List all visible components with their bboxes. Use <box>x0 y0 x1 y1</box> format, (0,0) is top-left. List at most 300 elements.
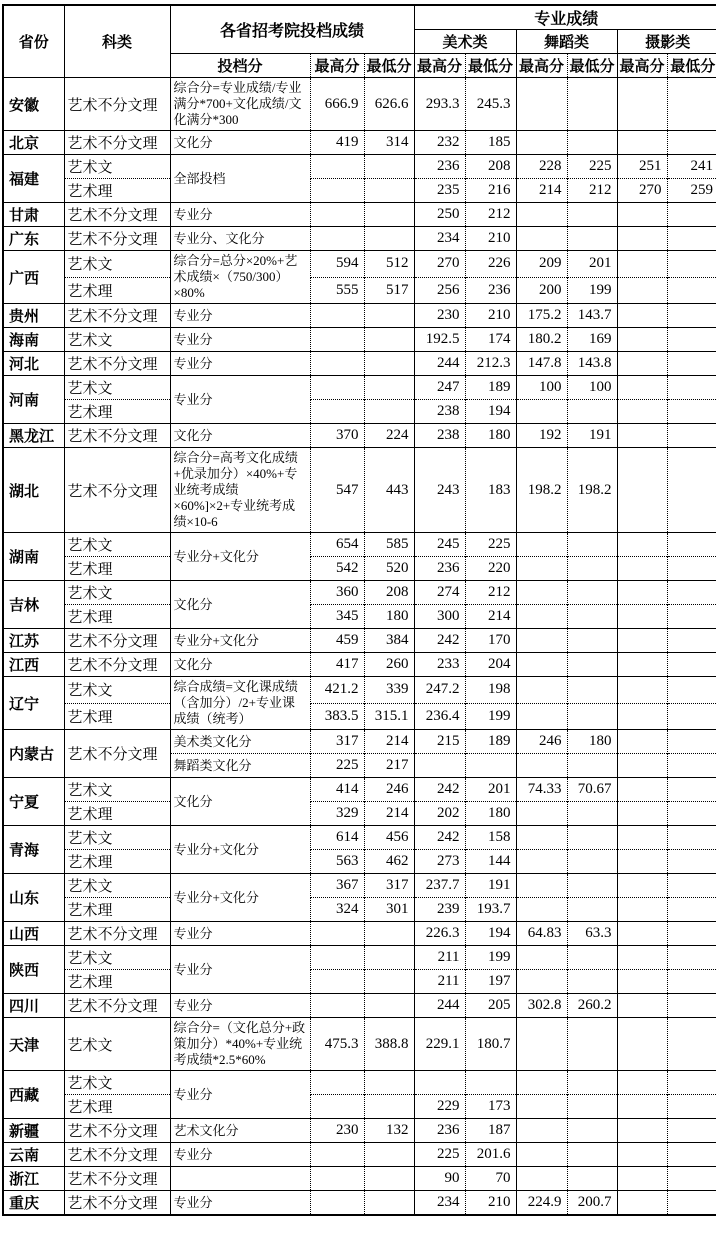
meishu-min-cell: 212 <box>465 581 516 605</box>
header-toudangfen: 投档分 <box>170 54 310 78</box>
category-cell: 艺术文 <box>64 946 170 970</box>
wudao-max-cell <box>516 629 567 653</box>
method-cell: 文化分 <box>170 778 310 826</box>
category-cell: 艺术理 <box>64 277 170 304</box>
meishu-max-cell: 243 <box>414 448 465 533</box>
meishu-min-cell: 170 <box>465 629 516 653</box>
meishu-min-cell: 212.3 <box>465 352 516 376</box>
category-cell: 艺术不分文理 <box>64 131 170 155</box>
header-wudao-group: 舞蹈类 <box>516 30 617 54</box>
wudao-min-cell <box>567 754 617 778</box>
sheying-max-cell <box>617 970 667 994</box>
meishu-max-cell: 236 <box>414 155 465 179</box>
sheying-min-cell <box>667 581 716 605</box>
category-cell: 艺术文 <box>64 826 170 850</box>
wudao-max-cell <box>516 605 567 629</box>
category-cell: 艺术不分文理 <box>64 1143 170 1167</box>
meishu-min-cell: 174 <box>465 328 516 352</box>
toudang-min-cell <box>364 376 414 400</box>
meishu-min-cell: 189 <box>465 730 516 754</box>
toudang-max-cell: 666.9 <box>310 78 364 131</box>
method-cell: 专业分 <box>170 946 310 994</box>
meishu-min-cell: 210 <box>465 227 516 251</box>
toudang-max-cell: 459 <box>310 629 364 653</box>
toudang-max-cell: 475.3 <box>310 1018 364 1071</box>
category-cell: 艺术理 <box>64 850 170 874</box>
meishu-min-cell: 180 <box>465 424 516 448</box>
wudao-min-cell: 199 <box>567 277 617 304</box>
wudao-min-cell <box>567 203 617 227</box>
table-row <box>3 994 716 1018</box>
toudang-max-cell <box>310 304 364 328</box>
sheying-min-cell <box>667 1167 716 1191</box>
sheying-min-cell: 259 <box>667 179 716 203</box>
sheying-min-cell <box>667 946 716 970</box>
wudao-min-cell <box>567 677 617 704</box>
sheying-max-cell <box>617 328 667 352</box>
meishu-max-cell: 236 <box>414 1119 465 1143</box>
toudang-min-cell: 626.6 <box>364 78 414 131</box>
table-row <box>3 1191 716 1216</box>
meishu-max-cell: 229 <box>414 1095 465 1119</box>
toudang-max-cell <box>310 400 364 424</box>
sheying-max-cell <box>617 352 667 376</box>
sheying-max-cell <box>617 448 667 533</box>
table-row <box>3 277 716 304</box>
toudang-min-cell: 384 <box>364 629 414 653</box>
wudao-max-cell <box>516 653 567 677</box>
wudao-min-cell: 169 <box>567 328 617 352</box>
category-cell: 艺术不分文理 <box>64 1119 170 1143</box>
sheying-max-cell <box>617 131 667 155</box>
category-cell: 艺术理 <box>64 970 170 994</box>
meishu-max-cell: 234 <box>414 227 465 251</box>
meishu-max-cell: 236 <box>414 557 465 581</box>
toudang-min-cell: 224 <box>364 424 414 448</box>
table-row <box>3 227 716 251</box>
sheying-min-cell <box>667 653 716 677</box>
method-cell: 文化分 <box>170 424 310 448</box>
sheying-max-cell <box>617 677 667 704</box>
sheying-max-cell <box>617 376 667 400</box>
toudang-min-cell <box>364 1143 414 1167</box>
sheying-max-cell <box>617 994 667 1018</box>
category-cell: 艺术不分文理 <box>64 203 170 227</box>
meishu-max-cell: 256 <box>414 277 465 304</box>
toudang-max-cell: 370 <box>310 424 364 448</box>
header-sheying-max: 最高分 <box>617 54 667 78</box>
meishu-min-cell: 144 <box>465 850 516 874</box>
meishu-max-cell: 242 <box>414 826 465 850</box>
meishu-min-cell: 70 <box>465 1167 516 1191</box>
wudao-max-cell: 224.9 <box>516 1191 567 1216</box>
sheying-min-cell <box>667 251 716 278</box>
sheying-min-cell <box>667 1018 716 1071</box>
method-cell: 专业分 <box>170 922 310 946</box>
toudang-min-cell: 180 <box>364 605 414 629</box>
meishu-min-cell: 236 <box>465 277 516 304</box>
meishu-min-cell: 226 <box>465 251 516 278</box>
table-row <box>3 802 716 826</box>
toudang-max-cell <box>310 1167 364 1191</box>
toudang-max-cell: 555 <box>310 277 364 304</box>
wudao-min-cell: 198.2 <box>567 448 617 533</box>
table-row <box>3 1119 716 1143</box>
method-cell: 专业分 <box>170 304 310 328</box>
table-row <box>3 605 716 629</box>
header-toudang-min: 最低分 <box>364 54 414 78</box>
meishu-min-cell: 201.6 <box>465 1143 516 1167</box>
toudang-min-cell <box>364 227 414 251</box>
toudang-min-cell: 314 <box>364 131 414 155</box>
category-cell: 艺术不分文理 <box>64 730 170 778</box>
category-cell: 艺术不分文理 <box>64 994 170 1018</box>
meishu-max-cell: 211 <box>414 970 465 994</box>
sheying-max-cell: 270 <box>617 179 667 203</box>
meishu-max-cell: 225 <box>414 1143 465 1167</box>
table-row <box>3 251 716 278</box>
table-row <box>3 78 716 131</box>
meishu-max-cell: 242 <box>414 629 465 653</box>
province-cell: 山东 <box>3 874 64 922</box>
sheying-max-cell <box>617 874 667 898</box>
toudang-max-cell <box>310 946 364 970</box>
sheying-max-cell <box>617 778 667 802</box>
toudang-max-cell <box>310 352 364 376</box>
wudao-max-cell: 246 <box>516 730 567 754</box>
wudao-min-cell: 180 <box>567 730 617 754</box>
wudao-min-cell <box>567 802 617 826</box>
sheying-min-cell <box>667 400 716 424</box>
toudang-min-cell: 208 <box>364 581 414 605</box>
toudang-max-cell <box>310 155 364 179</box>
sheying-max-cell <box>617 227 667 251</box>
toudang-min-cell: 315.1 <box>364 703 414 730</box>
table-row <box>3 448 716 533</box>
wudao-max-cell: 209 <box>516 251 567 278</box>
wudao-min-cell: 212 <box>567 179 617 203</box>
category-cell: 艺术不分文理 <box>64 304 170 328</box>
category-cell: 艺术不分文理 <box>64 352 170 376</box>
wudao-min-cell <box>567 581 617 605</box>
header-wudao-min: 最低分 <box>567 54 617 78</box>
meishu-min-cell: 216 <box>465 179 516 203</box>
wudao-min-cell <box>567 1095 617 1119</box>
wudao-max-cell <box>516 1119 567 1143</box>
wudao-min-cell: 201 <box>567 251 617 278</box>
wudao-min-cell <box>567 1018 617 1071</box>
sheying-min-cell <box>667 277 716 304</box>
category-cell: 艺术文 <box>64 1071 170 1095</box>
sheying-max-cell <box>617 533 667 557</box>
toudang-min-cell: 301 <box>364 898 414 922</box>
wudao-max-cell <box>516 754 567 778</box>
wudao-min-cell: 225 <box>567 155 617 179</box>
method-cell: 专业分 <box>170 376 310 424</box>
wudao-min-cell <box>567 946 617 970</box>
sheying-min-cell <box>667 994 716 1018</box>
table-row <box>3 557 716 581</box>
wudao-max-cell: 228 <box>516 155 567 179</box>
table-row <box>3 922 716 946</box>
sheying-max-cell <box>617 1095 667 1119</box>
sheying-max-cell <box>617 922 667 946</box>
method-cell: 专业分+文化分 <box>170 826 310 874</box>
wudao-max-cell <box>516 1143 567 1167</box>
method-cell: 专业分 <box>170 994 310 1018</box>
method-cell: 专业分+文化分 <box>170 874 310 922</box>
toudang-min-cell <box>364 994 414 1018</box>
wudao-max-cell: 198.2 <box>516 448 567 533</box>
province-cell: 江西 <box>3 653 64 677</box>
sheying-min-cell <box>667 227 716 251</box>
method-cell: 文化分 <box>170 653 310 677</box>
province-cell: 河北 <box>3 352 64 376</box>
wudao-max-cell <box>516 78 567 131</box>
toudang-max-cell: 383.5 <box>310 703 364 730</box>
toudang-max-cell: 414 <box>310 778 364 802</box>
table-row <box>3 898 716 922</box>
meishu-max-cell: 300 <box>414 605 465 629</box>
toudang-max-cell <box>310 994 364 1018</box>
wudao-min-cell <box>567 703 617 730</box>
wudao-max-cell: 74.33 <box>516 778 567 802</box>
sheying-max-cell <box>617 826 667 850</box>
meishu-min-cell: 180 <box>465 802 516 826</box>
wudao-min-cell <box>567 227 617 251</box>
toudang-max-cell: 367 <box>310 874 364 898</box>
province-cell: 青海 <box>3 826 64 874</box>
sheying-max-cell <box>617 1191 667 1216</box>
table-row <box>3 376 716 400</box>
method-cell: 专业分 <box>170 1191 310 1216</box>
sheying-min-cell <box>667 1143 716 1167</box>
toudang-min-cell <box>364 1167 414 1191</box>
toudang-max-cell <box>310 1071 364 1095</box>
method-cell: 专业分 <box>170 203 310 227</box>
sheying-max-cell <box>617 946 667 970</box>
wudao-min-cell: 63.3 <box>567 922 617 946</box>
sheying-min-cell <box>667 802 716 826</box>
header-meishu-max: 最高分 <box>414 54 465 78</box>
sheying-max-cell <box>617 1071 667 1095</box>
meishu-max-cell <box>414 754 465 778</box>
wudao-min-cell <box>567 970 617 994</box>
wudao-max-cell <box>516 581 567 605</box>
meishu-max-cell: 236.4 <box>414 703 465 730</box>
meishu-max-cell: 245 <box>414 533 465 557</box>
sheying-min-cell <box>667 203 716 227</box>
sheying-min-cell <box>667 605 716 629</box>
meishu-max-cell: 244 <box>414 994 465 1018</box>
wudao-max-cell <box>516 703 567 730</box>
meishu-min-cell: 197 <box>465 970 516 994</box>
wudao-min-cell <box>567 1167 617 1191</box>
toudang-min-cell <box>364 304 414 328</box>
table-row <box>3 581 716 605</box>
meishu-min-cell: 199 <box>465 703 516 730</box>
toudang-max-cell: 614 <box>310 826 364 850</box>
meishu-max-cell <box>414 1071 465 1095</box>
toudang-max-cell: 547 <box>310 448 364 533</box>
method-cell: 综合分=高考文化成绩+优录加分）×40%+专业统考成绩×60%]×2+专业统考成绩×10-6 <box>170 448 310 533</box>
sheying-min-cell <box>667 629 716 653</box>
method-cell: 综合成绩=文化课成绩（含加分）/2+专业课成绩（统考） <box>170 677 310 730</box>
toudang-min-cell: 339 <box>364 677 414 704</box>
table-row <box>3 424 716 448</box>
table-row <box>3 970 716 994</box>
wudao-min-cell <box>567 850 617 874</box>
table-row <box>3 730 716 754</box>
meishu-max-cell: 239 <box>414 898 465 922</box>
method-cell: 文化分 <box>170 131 310 155</box>
wudao-min-cell <box>567 1071 617 1095</box>
toudang-min-cell <box>364 328 414 352</box>
wudao-max-cell: 214 <box>516 179 567 203</box>
toudang-max-cell: 360 <box>310 581 364 605</box>
wudao-min-cell: 143.8 <box>567 352 617 376</box>
wudao-min-cell: 200.7 <box>567 1191 617 1216</box>
sheying-min-cell <box>667 703 716 730</box>
header-zhuanye-group: 专业成绩 <box>414 5 716 30</box>
toudang-min-cell: 512 <box>364 251 414 278</box>
sheying-max-cell <box>617 605 667 629</box>
category-cell: 艺术不分文理 <box>64 424 170 448</box>
table-row <box>3 826 716 850</box>
method-cell: 综合分=总分×20%+艺术成绩×（750/300）×80% <box>170 251 310 304</box>
meishu-min-cell: 199 <box>465 946 516 970</box>
toudang-min-cell <box>364 946 414 970</box>
sheying-min-cell <box>667 778 716 802</box>
meishu-max-cell: 237.7 <box>414 874 465 898</box>
wudao-max-cell: 200 <box>516 277 567 304</box>
meishu-min-cell: 210 <box>465 1191 516 1216</box>
wudao-max-cell <box>516 1167 567 1191</box>
wudao-min-cell: 143.7 <box>567 304 617 328</box>
method-cell: 舞蹈类文化分 <box>170 754 310 778</box>
meishu-max-cell: 247 <box>414 376 465 400</box>
wudao-min-cell <box>567 1119 617 1143</box>
province-cell: 贵州 <box>3 304 64 328</box>
toudang-max-cell: 419 <box>310 131 364 155</box>
category-cell: 艺术理 <box>64 703 170 730</box>
province-cell: 新疆 <box>3 1119 64 1143</box>
sheying-min-cell <box>667 898 716 922</box>
province-cell: 宁夏 <box>3 778 64 826</box>
wudao-max-cell: 180.2 <box>516 328 567 352</box>
meishu-min-cell: 225 <box>465 533 516 557</box>
sheying-min-cell <box>667 557 716 581</box>
category-cell: 艺术文 <box>64 581 170 605</box>
category-cell: 艺术理 <box>64 557 170 581</box>
province-cell: 安徽 <box>3 78 64 131</box>
province-cell: 江苏 <box>3 629 64 653</box>
wudao-max-cell <box>516 677 567 704</box>
toudang-min-cell <box>364 352 414 376</box>
header-wudao-max: 最高分 <box>516 54 567 78</box>
toudang-max-cell: 542 <box>310 557 364 581</box>
meishu-max-cell: 250 <box>414 203 465 227</box>
category-cell: 艺术理 <box>64 898 170 922</box>
toudang-min-cell: 388.8 <box>364 1018 414 1071</box>
meishu-min-cell: 180.7 <box>465 1018 516 1071</box>
table-row <box>3 203 716 227</box>
category-cell: 艺术不分文理 <box>64 922 170 946</box>
sheying-min-cell <box>667 131 716 155</box>
province-cell: 西藏 <box>3 1071 64 1119</box>
wudao-max-cell: 192 <box>516 424 567 448</box>
province-cell: 陕西 <box>3 946 64 994</box>
category-cell: 艺术文 <box>64 155 170 179</box>
province-cell: 辽宁 <box>3 677 64 730</box>
method-cell: 专业分 <box>170 1071 310 1119</box>
sheying-max-cell <box>617 304 667 328</box>
sheying-max-cell <box>617 581 667 605</box>
meishu-min-cell: 193.7 <box>465 898 516 922</box>
sheying-min-cell <box>667 1071 716 1095</box>
wudao-min-cell <box>567 557 617 581</box>
toudang-min-cell: 217 <box>364 754 414 778</box>
sheying-min-cell <box>667 677 716 704</box>
province-cell: 四川 <box>3 994 64 1018</box>
table-row <box>3 533 716 557</box>
sheying-min-cell <box>667 826 716 850</box>
method-cell: 综合分=（文化总分+政策加分）*40%+专业统考成绩*2.5*60% <box>170 1018 310 1071</box>
wudao-min-cell <box>567 898 617 922</box>
category-cell: 艺术不分文理 <box>64 1167 170 1191</box>
category-cell: 艺术文 <box>64 874 170 898</box>
sheying-max-cell <box>617 802 667 826</box>
wudao-max-cell <box>516 533 567 557</box>
sheying-max-cell <box>617 653 667 677</box>
meishu-min-cell: 205 <box>465 994 516 1018</box>
meishu-min-cell: 158 <box>465 826 516 850</box>
sheying-max-cell <box>617 730 667 754</box>
wudao-min-cell <box>567 78 617 131</box>
toudang-max-cell <box>310 970 364 994</box>
wudao-min-cell: 260.2 <box>567 994 617 1018</box>
toudang-max-cell <box>310 179 364 203</box>
sheying-max-cell <box>617 78 667 131</box>
sheying-max-cell <box>617 424 667 448</box>
sheying-min-cell <box>667 376 716 400</box>
sheying-max-cell <box>617 1143 667 1167</box>
sheying-min-cell <box>667 448 716 533</box>
province-cell: 河南 <box>3 376 64 424</box>
toudang-max-cell: 654 <box>310 533 364 557</box>
score-table-body <box>3 78 716 1216</box>
wudao-max-cell <box>516 131 567 155</box>
province-cell: 湖北 <box>3 448 64 533</box>
header-province: 省份 <box>3 5 64 78</box>
category-cell: 艺术理 <box>64 802 170 826</box>
meishu-max-cell: 235 <box>414 179 465 203</box>
table-row <box>3 400 716 424</box>
sheying-max-cell <box>617 277 667 304</box>
sheying-min-cell <box>667 874 716 898</box>
meishu-max-cell: 238 <box>414 400 465 424</box>
sheying-max-cell <box>617 898 667 922</box>
meishu-max-cell: 244 <box>414 352 465 376</box>
category-cell: 艺术不分文理 <box>64 227 170 251</box>
table-row <box>3 352 716 376</box>
toudang-min-cell <box>364 1191 414 1216</box>
meishu-min-cell <box>465 754 516 778</box>
table-row <box>3 155 716 179</box>
meishu-min-cell: 187 <box>465 1119 516 1143</box>
method-cell: 文化分 <box>170 581 310 629</box>
header-sheying-group: 摄影类 <box>617 30 716 54</box>
